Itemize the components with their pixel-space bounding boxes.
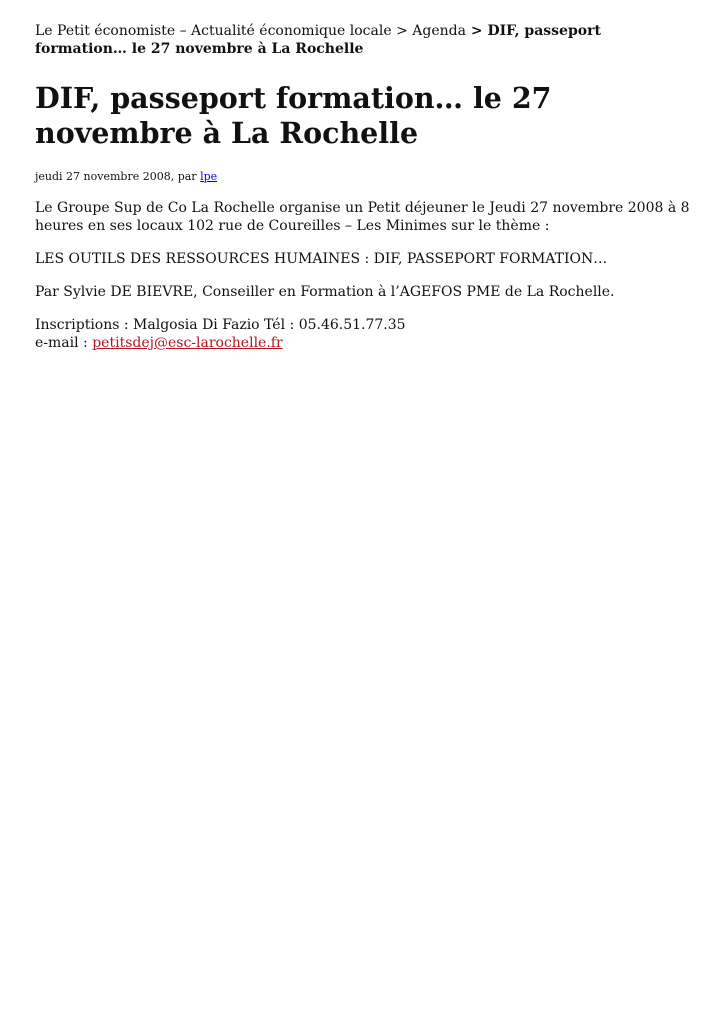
breadcrumb	[35, 22, 691, 58]
article-body	[35, 199, 691, 352]
breadcrumb-separator: >	[465, 23, 488, 39]
article-paragraph: Par Sylvie DE BIEVRE, Conseiller en Formation à l’AGEFOS PME de La Rochelle.	[35, 284, 615, 300]
breadcrumb-current: DIF, passeport formation… le 27 novembre à La Rochelle	[35, 23, 601, 57]
inscriptions-text: Inscriptions : Malgosia Di Fazio Tél : 05.46.51.77.35	[35, 317, 406, 333]
article-paragraph: LES OUTILS DES RESSOURCES HUMAINES : DIF, PASSEPORT FORMATION…	[35, 251, 608, 267]
author-link[interactable]: lpe	[200, 170, 218, 183]
article-paragraph: Le Groupe Sup de Co La Rochelle organise un Petit déjeuner le Jeudi 27 novembre 2008 à 8 heures en ses locaux 102 rue de Coureilles – Les Minimes sur le thème :	[35, 200, 690, 234]
article-date: jeudi 27 novembre 2008, par	[35, 170, 201, 183]
page	[0, 0, 725, 352]
breadcrumb-site-link[interactable]: Le Petit économiste – Actualité économique locale	[35, 23, 392, 39]
email-label: e-mail :	[35, 335, 93, 351]
article-meta	[35, 170, 691, 184]
breadcrumb-separator: >	[391, 23, 413, 39]
page-title: DIF, passeport formation… le 27 novembre à La Rochelle	[35, 81, 552, 150]
contact-paragraph	[35, 316, 691, 352]
breadcrumb-section-link[interactable]: Agenda	[412, 23, 466, 39]
email-link[interactable]: petitsdej@esc-larochelle.fr	[92, 335, 283, 351]
